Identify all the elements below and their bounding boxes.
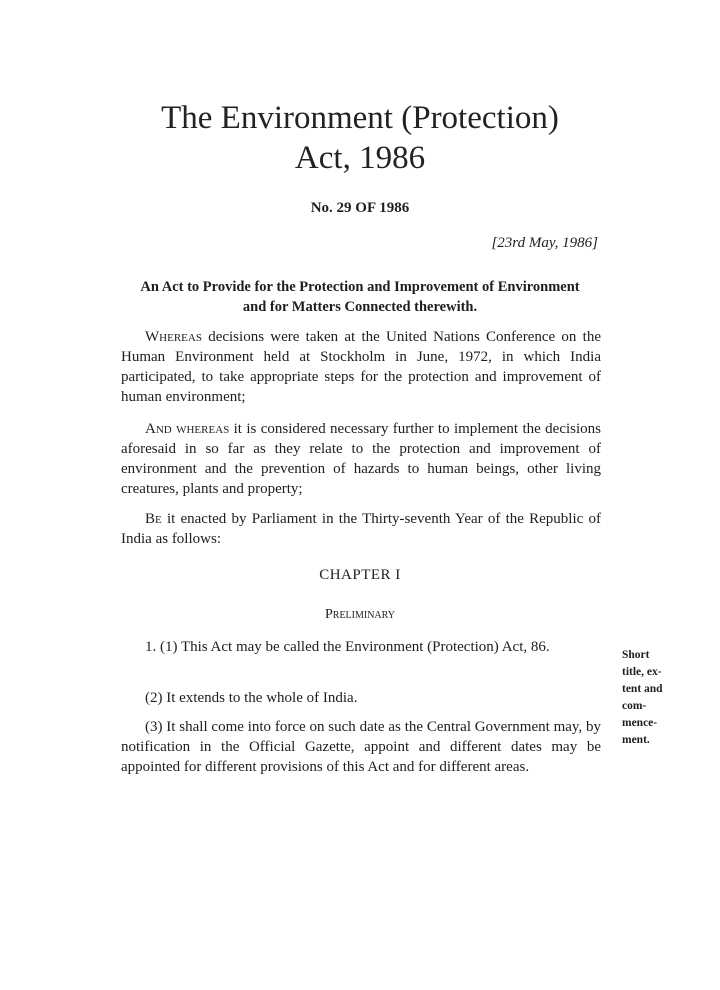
long-title-line-1: An Act to Provide for the Protection and Improvement of Environment <box>140 279 580 295</box>
preamble-text: it is considered necessary further to implement the decisions aforesaid in so far as they relate to the protection and improvement of environment and the prevention of hazards to human beings, other living creatures, plants and property; <box>121 421 601 497</box>
chapter-heading: CHAPTER I <box>319 567 401 583</box>
section-1-subsection-3: (3) It shall come into force on such date as the Central Government may, by notification in the Official Gazette, appoint and different dates may be appointed for different provisions of this Act and for different areas. <box>121 719 601 775</box>
preamble-text: it enacted by Parliament in the Thirty-seventh Year of the Republic of India as follows: <box>121 511 601 547</box>
section-1-subsection-1: 1. (1) This Act may be called the Environment (Protection) Act, 86. <box>145 639 550 655</box>
act-date: [23rd May, 1986] <box>491 235 598 251</box>
long-title-line-2: and for Matters Connected therewith. <box>242 299 478 315</box>
preamble-lead-word: And whereas <box>145 421 230 437</box>
act-title <box>120 98 600 178</box>
chapter-subheading: Preliminary <box>324 607 395 622</box>
margin-note <box>622 647 674 749</box>
preamble-lead-word: Be <box>145 511 162 527</box>
margin-note-line: Short <box>622 649 650 661</box>
margin-note-line: tent and <box>622 683 663 695</box>
section-1-subsection-2: (2) It extends to the whole of India. <box>145 690 358 706</box>
preamble-paragraph-2 <box>121 419 601 499</box>
long-title <box>110 277 610 317</box>
margin-note-line: com- <box>622 700 647 712</box>
act-title-line-1: The Environment (Protection) <box>161 100 559 136</box>
act-title-line-2: Act, 1986 <box>294 140 426 176</box>
enacting-clause <box>121 509 601 549</box>
margin-note-line: mence- <box>622 717 658 729</box>
margin-note-line: ment. <box>622 734 650 746</box>
preamble-lead-word: Whereas <box>145 329 202 345</box>
preamble-text: decisions were taken at the United Nations Conference on the Human Environment held at Stockholm in June, 1972, in which India participated, to take appropriate steps for the protection and improvement of human environment; <box>121 329 601 405</box>
act-number: No. 29 OF 1986 <box>310 200 410 216</box>
margin-note-line: title, ex- <box>622 666 662 678</box>
preamble-paragraph-1 <box>121 327 601 407</box>
